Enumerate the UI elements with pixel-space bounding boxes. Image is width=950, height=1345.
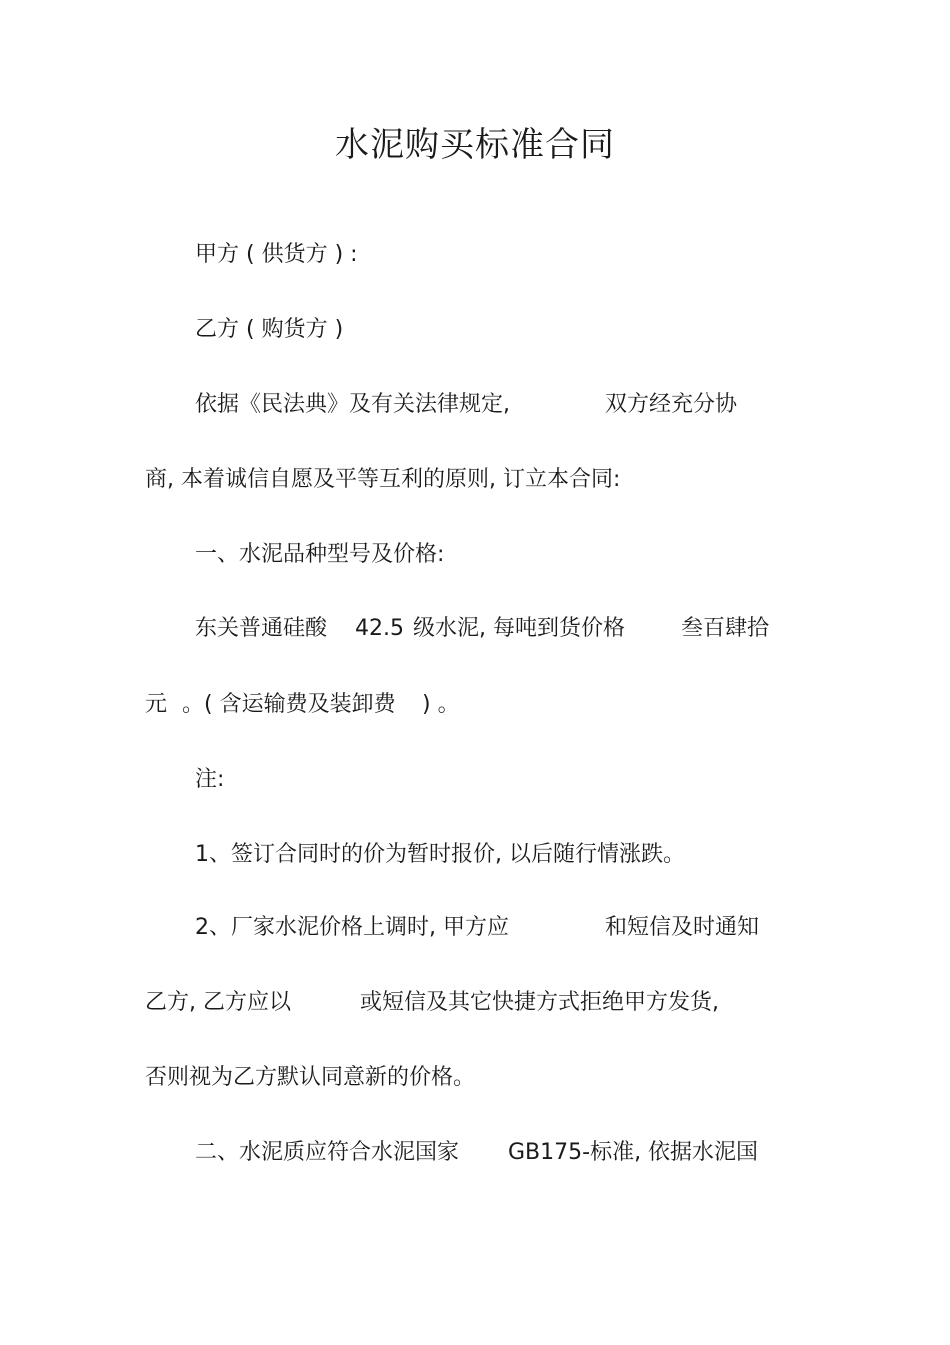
note-2-part-3: 乙方, 乙方应以: [145, 990, 291, 1015]
section-2-part-1: 二、水泥质应符合水泥国家: [195, 1140, 460, 1165]
basis-line-continuation: 商, 本着诚信自愿及平等互利的原则, 订立本合同:: [145, 467, 621, 492]
basis-line-part-1: 依据《民法典》及有关法律规定,: [195, 392, 510, 417]
basis-line-part-2: 双方经充分协: [605, 392, 738, 417]
note-2-part-4: 或短信及其它快捷方式拒绝甲方发货,: [360, 990, 719, 1015]
note-heading: 注:: [195, 767, 225, 792]
note-2-part-5: 否则视为乙方默认同意新的价格。: [145, 1065, 476, 1090]
product-line-part-2: 级水泥, 每吨到货价格: [413, 616, 625, 641]
price-note-end: ) 。: [422, 692, 460, 717]
section-1-heading: 一、水泥品种型号及价格:: [195, 542, 445, 567]
party-a-line: 甲方 ( 供货方 ) :: [195, 242, 358, 267]
product-price: 叁百肆拾: [681, 616, 770, 641]
product-line-part-1: 东关普通硅酸: [195, 616, 328, 641]
party-b-line: 乙方 ( 购货方 ): [195, 317, 344, 342]
note-1: 1、签订合同时的价为暂时报价, 以后随行情涨跌。: [195, 842, 685, 867]
product-grade: 42.5: [355, 616, 404, 641]
page-title: 水泥购买标准合同: [335, 125, 615, 165]
section-2-part-2: GB175-标准, 依据水泥国: [508, 1140, 759, 1165]
price-unit: 元: [145, 692, 168, 717]
note-2-part-1: 2、厂家水泥价格上调时, 甲方应: [195, 915, 509, 940]
note-2-part-2: 和短信及时通知: [605, 915, 760, 940]
price-note: 。( 含运输费及装卸费: [182, 692, 396, 717]
